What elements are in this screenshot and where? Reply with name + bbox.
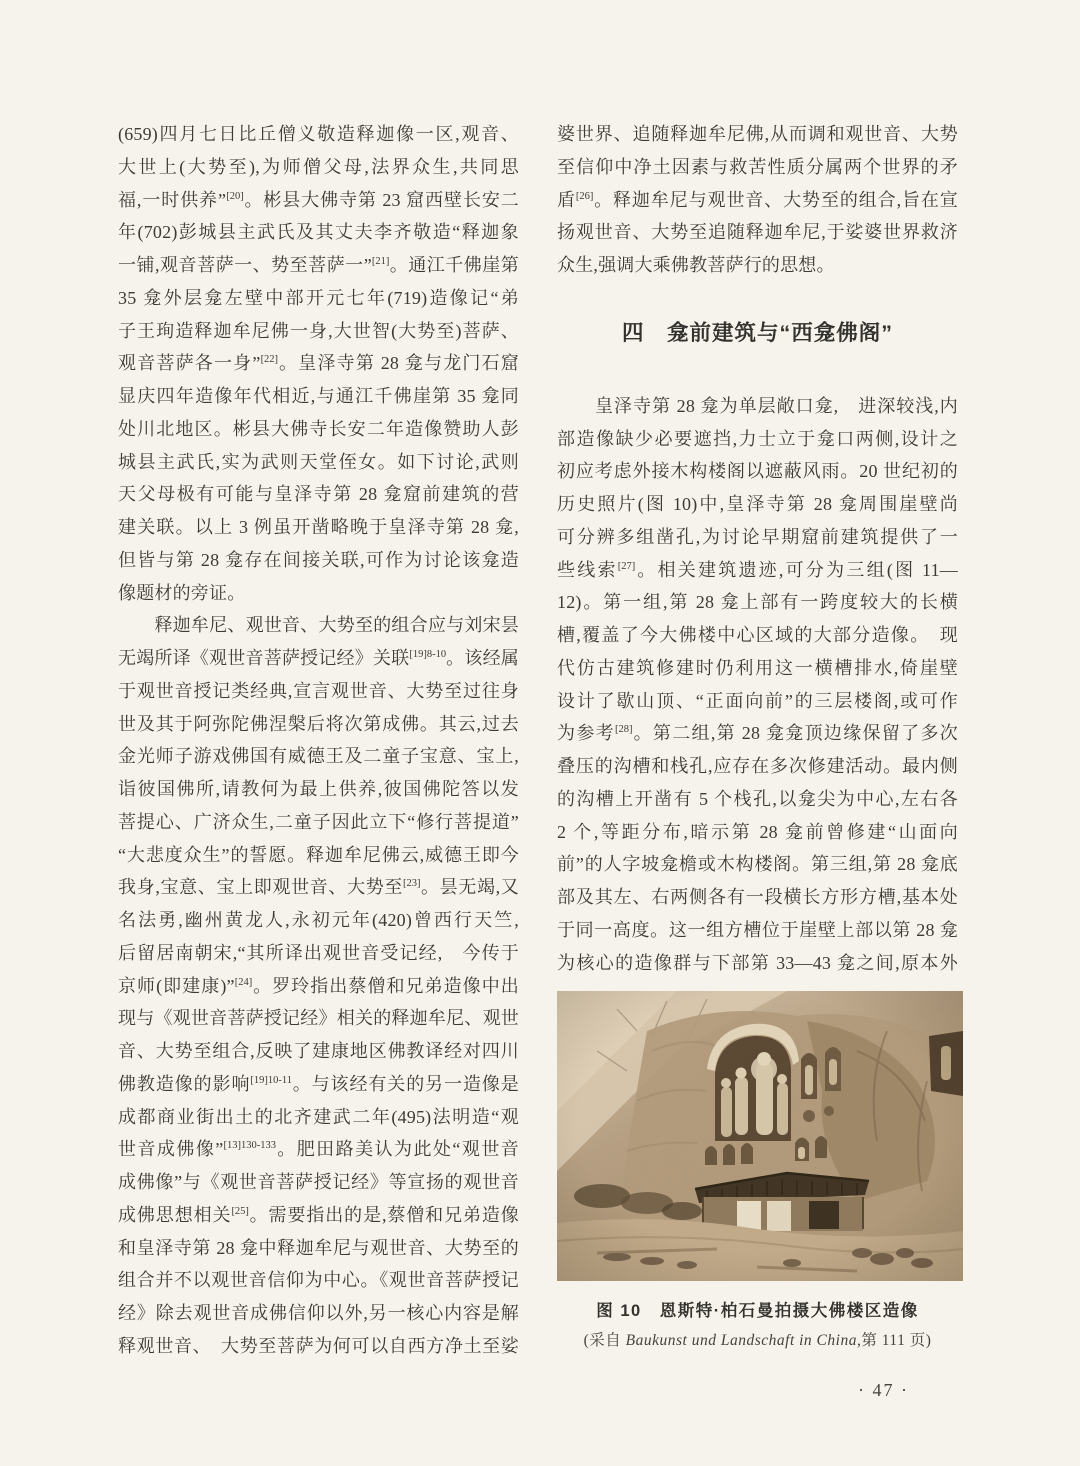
- text-run: 和皇泽寺第 28 龛中释迦牟尼与观世音、大势至的: [118, 1237, 519, 1258]
- text-run: 释观世音、 大势至菩萨为何可以自西方净土至娑: [118, 1335, 519, 1356]
- text-line: [118, 478, 519, 511]
- text-run: 子王珣造释迦牟尼佛一身,大世智(大势至)菩萨、: [118, 320, 519, 341]
- text-run: 为参考: [557, 723, 615, 744]
- text-run: 槽,覆盖了今大佛楼中心区域的大部分造像。 现: [557, 625, 958, 645]
- text-run: 世音成佛像”: [118, 1139, 224, 1160]
- caption-source-title: Baukunst und Landschaft in China: [625, 1332, 857, 1350]
- text-run: 部及其左、右两侧各有一段横长方形方槽,基本处: [557, 887, 958, 907]
- text-line: [557, 455, 958, 488]
- text-line: [118, 151, 519, 184]
- footnote-ref: [22]: [260, 354, 279, 366]
- text-run: 观音菩萨各一身”: [118, 353, 261, 374]
- text-run: 福,一时供养”: [118, 189, 227, 210]
- text-run: 世及其于阿弥陀佛涅槃后将次第成佛。其云,过去: [118, 713, 519, 734]
- text-line: [118, 839, 519, 872]
- text-run: 扬观世音、大势至追随释迦牟尼,于娑婆世界救济: [557, 222, 958, 243]
- text-run: 建关联。以上 3 例虽开凿略晚于皇泽寺第 28 龛,: [118, 517, 519, 537]
- text-run: 于观世音授记类经典,宣言观世音、大势至过往身: [118, 680, 519, 701]
- text-run: 京师(即建康)”: [118, 975, 235, 996]
- footnote-ref: [25]: [231, 1205, 249, 1217]
- text-run: 菩提心、广济众生,二童子因此立下“修行菩提道”: [118, 811, 519, 832]
- text-run: 盾: [557, 189, 576, 210]
- text-line: [557, 216, 958, 249]
- text-line: [118, 806, 519, 839]
- text-line: [118, 1133, 519, 1166]
- footnote-ref: [13]130-133: [223, 1140, 276, 1152]
- section-heading: 四 龛前建筑与“西龛佛阁”: [621, 320, 893, 345]
- text-line: [118, 216, 519, 249]
- text-run: 初应考虑外接木构楼阁以遮蔽风雨。20 世纪初的: [557, 461, 958, 482]
- text-run: 于同一高度。这一组方槽位于崖壁上部以第 28 龛: [557, 919, 958, 940]
- text-run: 皇泽寺第 28 龛为单层敞口龛, 进深较浅,内: [557, 395, 958, 416]
- text-line: [118, 1002, 519, 1035]
- text-line: [118, 708, 519, 741]
- text-line: [118, 642, 519, 675]
- text-run: 我身,宝意、宝上即观世音、大势至: [118, 877, 404, 898]
- text-line: [118, 675, 519, 708]
- text-line: [557, 717, 958, 750]
- text-run: 。肥田路美认为此处“观世音: [276, 1139, 519, 1160]
- text-run: 12)。第一组,第 28 龛上部有一跨度较大的长横: [557, 592, 958, 613]
- text-run: 。皇泽寺第 28 龛与龙门石窟: [278, 353, 520, 374]
- text-run: 。彬县大佛寺第 23 窟西壁长安二: [243, 189, 519, 210]
- text-run: 。昙无竭,又: [420, 877, 519, 898]
- text-line: [557, 554, 958, 587]
- text-run: 。与该经有关的另一造像是: [292, 1073, 519, 1094]
- text-line: [557, 750, 958, 783]
- text-line: [118, 511, 519, 544]
- text-line: [118, 544, 519, 577]
- footnote-ref: [26]: [575, 190, 594, 202]
- text-run: “大悲度众生”的誓愿。释迦牟尼佛云,威德王即今: [118, 844, 519, 865]
- text-run: 前”的人字坡龛檐或木构楼阁。第三组,第 28 龛底: [557, 854, 958, 875]
- text-run: 佛教造像的影响: [118, 1073, 251, 1094]
- text-run: 成佛思想相关: [118, 1204, 232, 1225]
- caption-source-suffix: ,第 111 页): [856, 1332, 932, 1350]
- text-line: [118, 1330, 519, 1363]
- text-run: 历史照片(图 10)中,皇泽寺第 28 龛周围崖壁尚: [557, 494, 958, 514]
- text-run: 名法勇,幽州黄龙人,永初元年(420)曾西行天竺,: [118, 910, 519, 930]
- text-run: 众生,强调大乘佛教菩萨行的思想。: [557, 255, 835, 275]
- text-line: [557, 249, 958, 282]
- right-column: [557, 118, 958, 1352]
- text-run: 组合并不以观世音信仰为中心。《观世音菩萨授记: [118, 1270, 519, 1291]
- text-line: [557, 881, 958, 914]
- text-run: 可分辨多组凿孔,为讨论早期窟前建筑提供了一: [557, 526, 958, 547]
- text-line: [118, 1035, 519, 1068]
- caption-source-prefix: (采自: [583, 1332, 626, 1350]
- text-line: [118, 1166, 519, 1199]
- footnote-ref: [24]: [234, 976, 253, 988]
- figure-caption-title: 图 10 恩斯特·柏石曼拍摄大佛楼区造像: [596, 1302, 919, 1321]
- figure-photo-cliff-carvings: [557, 991, 963, 1281]
- text-line: [557, 521, 958, 554]
- text-run: 叠压的沟槽和栈孔,应存在多次修建活动。最内侧: [557, 756, 958, 776]
- text-line: [118, 1232, 519, 1265]
- text-run: 设计了歇山顶、“正面向前”的三层楼阁,或可作: [557, 690, 958, 711]
- text-line: [118, 1297, 519, 1330]
- text-run: 后留居南朝宋,“其所译出观世音受记经, 今传于: [118, 942, 519, 963]
- text-line: [118, 282, 519, 315]
- text-run: 35 龛外层龛左壁中部开元七年(719)造像记“弟: [118, 287, 519, 308]
- footnote-ref: [19]8-10: [409, 649, 447, 660]
- text-line: [118, 446, 519, 479]
- text-run: (659)四月七日比丘僧义敬造释迦像一区,观音、: [118, 124, 519, 144]
- text-run: 。罗玲指出蔡僧和兄弟造像中出: [252, 975, 519, 996]
- text-run: 经》除去观世音成佛信仰以外,另一核心内容是解: [118, 1303, 519, 1323]
- text-line: [557, 390, 958, 423]
- text-line: [557, 914, 958, 947]
- text-run: 现与《观世音菩萨授记经》相关的释迦牟尼、观世: [118, 1008, 519, 1029]
- text-line: [118, 1101, 519, 1134]
- text-run: 。该经属: [446, 648, 519, 668]
- text-line: [118, 184, 519, 217]
- text-line: [118, 1264, 519, 1297]
- text-line: [118, 347, 519, 380]
- text-line: [557, 947, 958, 980]
- text-line: [557, 619, 958, 652]
- footnote-ref: [21]: [371, 256, 390, 267]
- text-line: [557, 652, 958, 685]
- text-run: 代仿古建筑修建时仍利用这一横槽排水,倚崖壁: [557, 657, 958, 678]
- right-body-paragraph: [557, 390, 958, 980]
- text-line: [557, 783, 958, 816]
- footnote-ref: [27]: [617, 560, 636, 572]
- figure-caption-source: [557, 1330, 958, 1352]
- text-run: 一铺,观音菩萨一、势至菩萨一”: [118, 255, 372, 275]
- text-run: 。相关建筑遗迹,可分为三组(图 11—: [635, 559, 958, 580]
- text-line: [118, 413, 519, 446]
- text-run: 显庆四年造像年代相近,与通江千佛崖第 35 龛同: [118, 386, 519, 406]
- text-line: [118, 871, 519, 904]
- text-run: 2 个,等距分布,暗示第 28 龛前曾修建“山面向: [557, 821, 958, 842]
- text-run: 城县主武氏,实为武则天堂侄女。如下讨论,武则: [118, 451, 519, 472]
- footnote-ref: [19]10-11: [250, 1074, 293, 1086]
- text-line: [118, 118, 519, 151]
- text-line: [557, 184, 958, 217]
- text-run: 些线索: [557, 559, 618, 580]
- text-line: [118, 740, 519, 773]
- text-run: 无竭所译《观世音菩萨授记经》关联: [118, 648, 410, 668]
- text-line: [557, 848, 958, 881]
- text-line: [118, 315, 519, 348]
- text-line: [118, 970, 519, 1003]
- text-line: [118, 249, 519, 282]
- footnote-ref: [28]: [614, 724, 633, 736]
- text-run: 。需要指出的是,蔡僧和兄弟造像: [248, 1204, 520, 1225]
- text-line: [118, 1068, 519, 1101]
- text-run: 成都商业街出土的北齐建武二年(495)法明造“观: [118, 1106, 519, 1127]
- right-top-paragraph: [557, 118, 958, 282]
- text-line: [557, 151, 958, 184]
- page-number: · 47 ·: [858, 1380, 909, 1400]
- figure-caption: [557, 1299, 958, 1352]
- left-column: [118, 118, 519, 1363]
- text-line: [557, 685, 958, 718]
- text-line: [557, 488, 958, 521]
- text-run: 成佛像”与《观世音菩萨授记经》等宣扬的观世音: [118, 1172, 519, 1192]
- text-line: [557, 586, 958, 619]
- text-run: 。第二组,第 28 龛龛顶边缘保留了多次: [632, 723, 959, 744]
- text-run: 金光师子游戏佛国有威德王及二童子宝意、宝上,: [118, 746, 519, 767]
- text-line: [118, 380, 519, 413]
- text-run: 音、大势至组合,反映了建康地区佛教译经对四川: [118, 1041, 519, 1061]
- text-run: 年(702)彭城县主武氏及其丈夫李齐敬造“释迦象: [118, 222, 519, 243]
- text-line: [118, 577, 519, 610]
- text-line: [557, 423, 958, 456]
- text-run: 处川北地区。彬县大佛寺长安二年造像赞助人彭: [118, 418, 519, 439]
- text-run: 。通江千佛崖第: [389, 255, 519, 275]
- text-run: 但皆与第 28 龛存在间接关联,可作为讨论该龛造: [118, 549, 519, 570]
- text-run: 婆世界、追随释迦牟尼佛,从而调和观世音、大势: [557, 124, 958, 144]
- text-run: 诣彼国佛所,请教何为最上供养,彼国佛陀答以发: [118, 779, 519, 799]
- footnote-ref: [23]: [403, 878, 421, 890]
- text-line: [557, 118, 958, 151]
- text-line: [557, 816, 958, 849]
- text-run: 像题材的旁证。: [118, 582, 246, 603]
- figure-10: [557, 991, 958, 1352]
- text-line: [118, 773, 519, 806]
- text-line: [118, 937, 519, 970]
- text-line: [118, 1199, 519, 1232]
- text-run: 。释迦牟尼与观世音、大势至的组合,旨在宣: [593, 189, 958, 210]
- text-run: 的沟槽上开凿有 5 个栈孔,以龛尖为中心,左右各: [557, 788, 958, 809]
- text-run: 释迦牟尼、观世音、大势至的组合应与刘宋昙: [118, 615, 519, 636]
- text-line: [118, 609, 519, 642]
- text-run: 为核心的造像群与下部第 33—43 龛之间,原本外: [557, 952, 958, 973]
- text-run: 至信仰中净土因素与救苦性质分属两个世界的矛: [557, 156, 958, 177]
- text-run: 天父母极有可能与皇泽寺第 28 龛窟前建筑的营: [118, 484, 519, 505]
- text-line: [118, 904, 519, 937]
- text-run: 大世上(大势至),为师僧父母,法界众生,共同思: [118, 156, 519, 177]
- footnote-ref: [20]: [226, 190, 244, 202]
- text-run: 部造像缺少必要遮挡,力士立于龛口两侧,设计之: [557, 428, 958, 449]
